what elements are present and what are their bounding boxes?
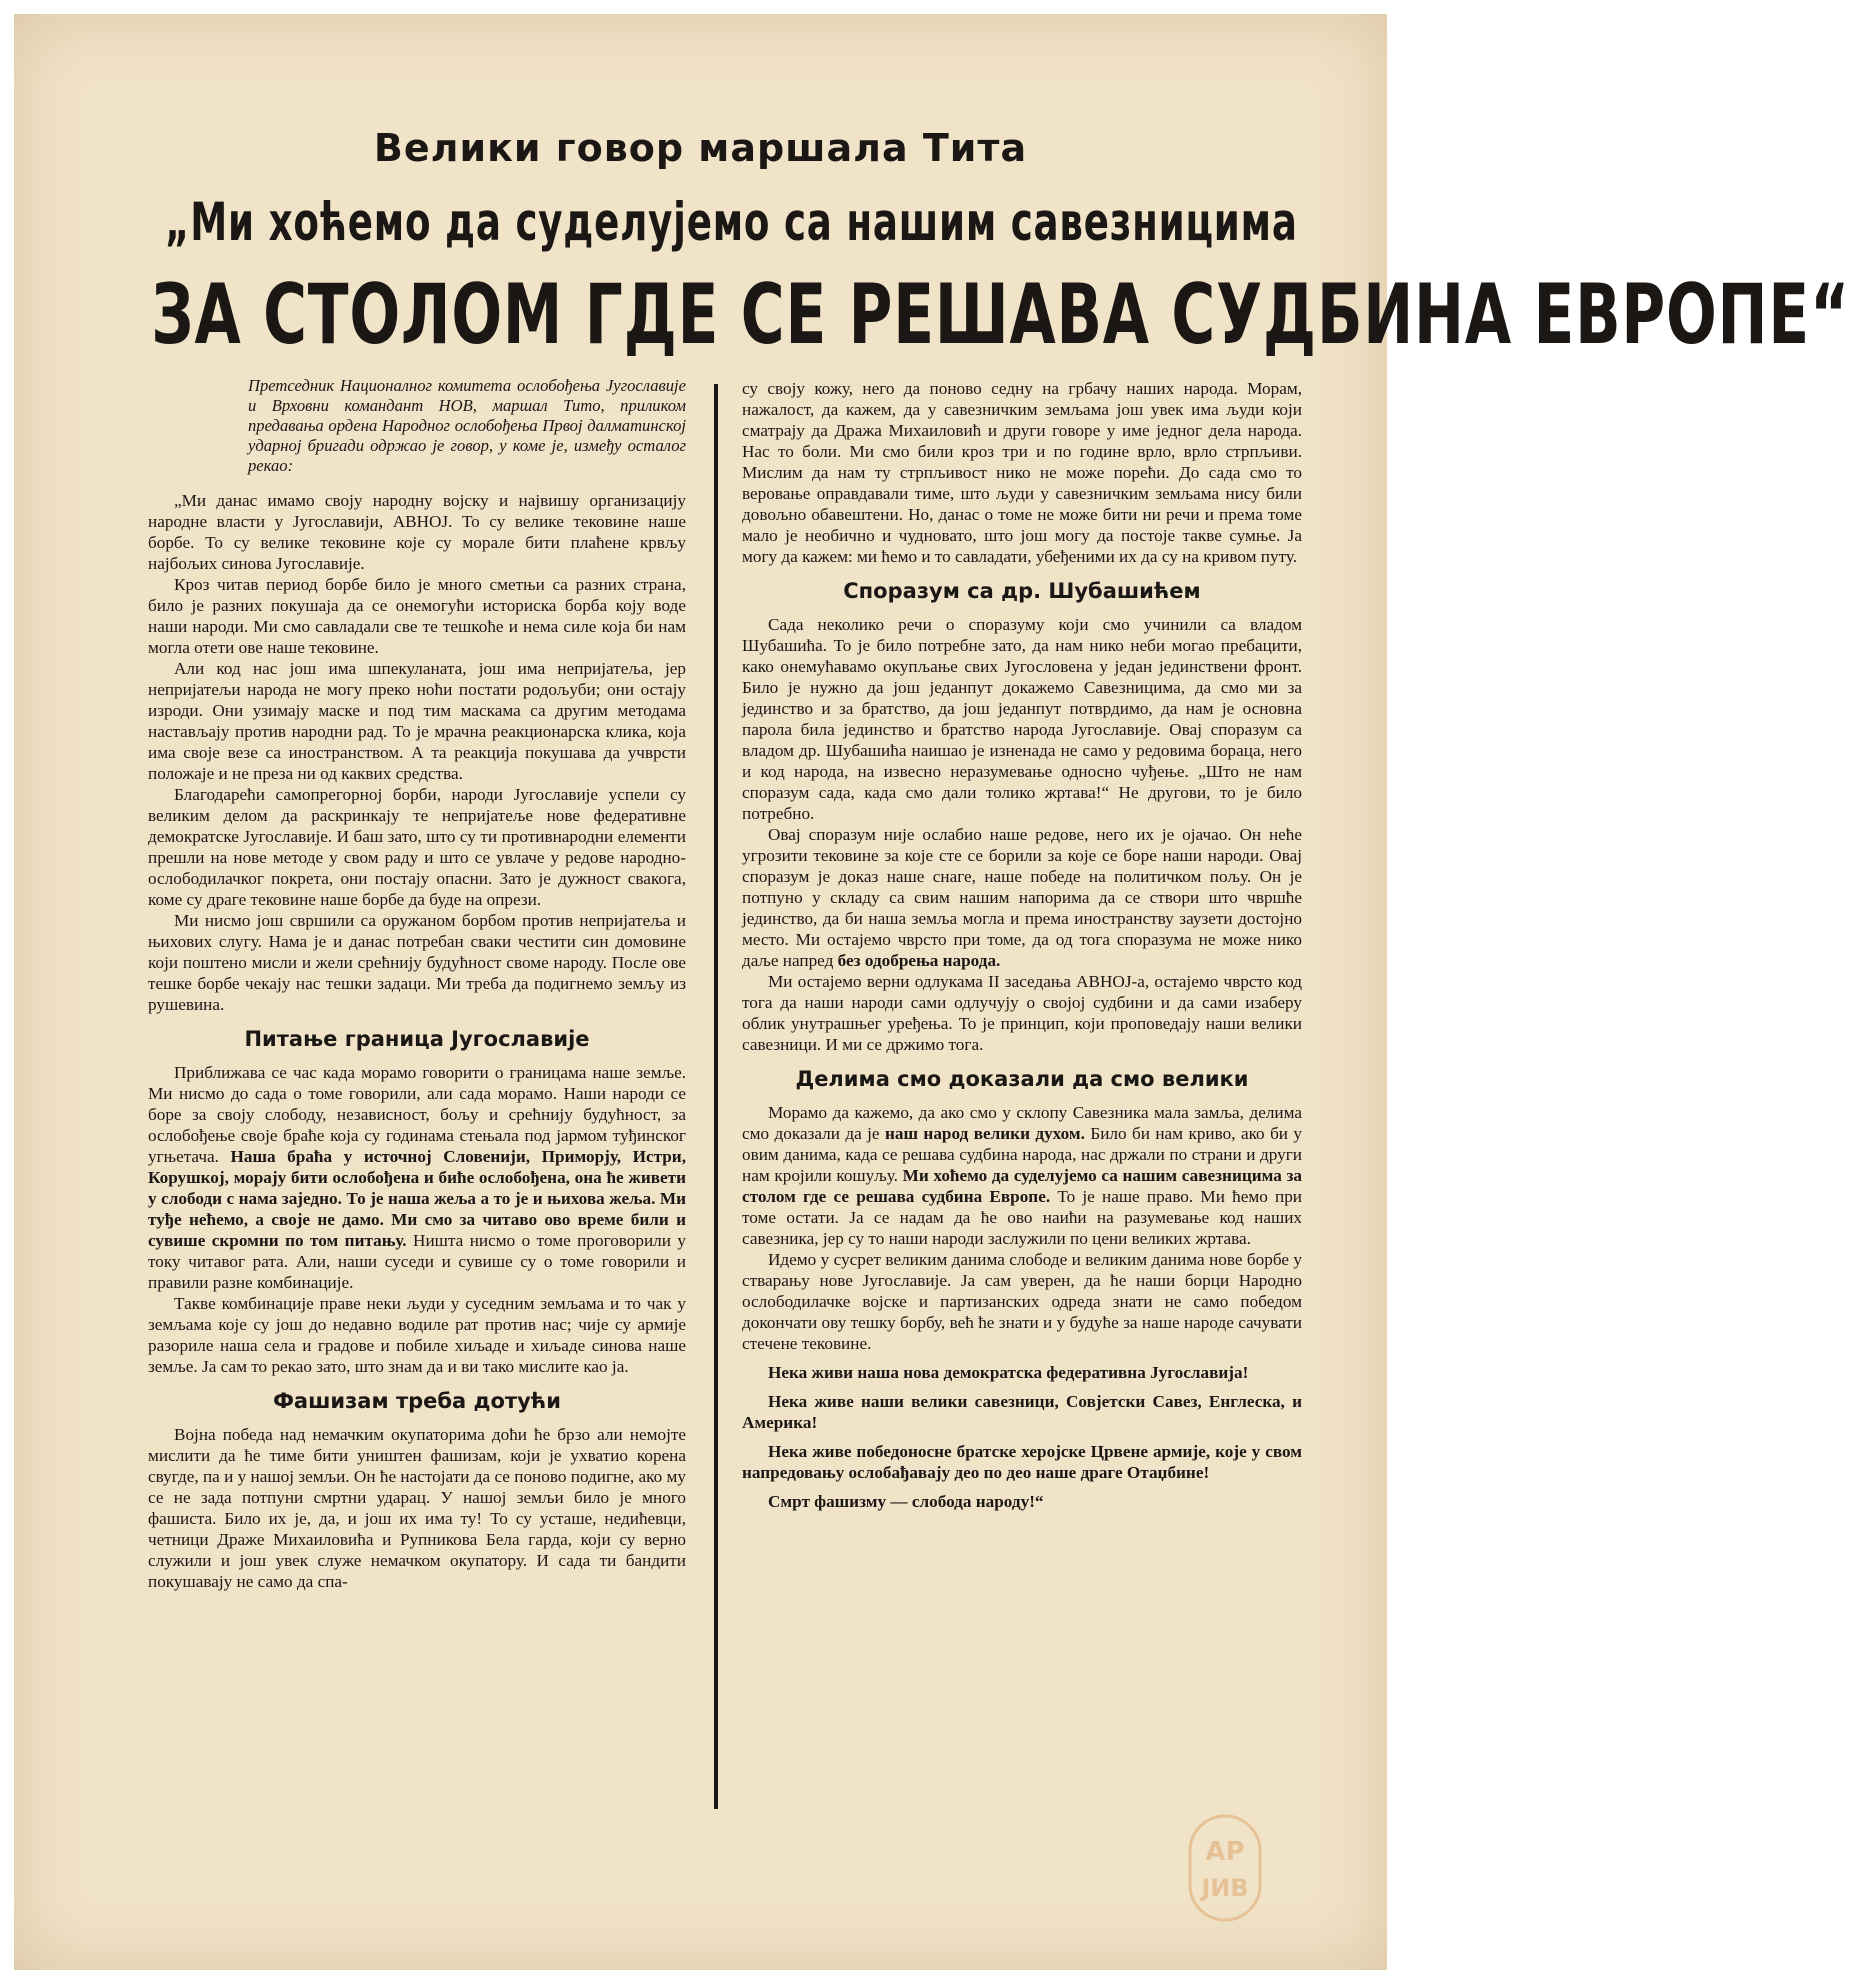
paragraph-text: Било би нам криво, ако би у овим данима, када се решава судбина народа, нас држали по страни и други нам кројили кошуљу. [742, 1124, 1303, 1185]
svg-text:ЈИВ: ЈИВ [1201, 1874, 1249, 1902]
emphasis-text: Ми хоћемо да суделујемо са нашим савезницима за столом где се решава судбина Европе. [742, 1166, 1303, 1206]
section-heading-great: Делима смо доказали да смо велики [795, 1067, 1249, 1091]
paragraph [148, 1062, 686, 1293]
paragraph: су своју кожу, него да поново седну на грбачу наших народа. Морам, нажалост, да кажем, да у савезничким земљама још увек има људи који сматрају да Дража Михаиловић и други говоре у име једног дела народа. Нас то боли. Ми смо били кроз три и по године врло, врло стрпљиви. Мислим да нам ту стрпљивост нико не може порећи. До сада смо то веровање оправдавали тиме, што људи у савезничким земљама нису били довољно обавештени. Но, данас о томе не може бити ни речи и према томе мало је необично и чудновато, што још могу да постоје такве сумње. Ја могу да кажем: ми ћемо и то савладати, убеђеними их да су на кривом путу. [742, 379, 1302, 566]
closing-slogan: Нека живе наши велики савезници, Совјетски Савез, Енглеска, и Америка! [742, 1392, 1302, 1432]
archive-stamp-logo [1184, 1812, 1266, 1924]
paragraph-text: Ништа нисмо о томе проговорили у току читавог рата. Али, наши суседи и сувише су о томе говорили и правили разне комбинације. [148, 1231, 686, 1292]
section-heading-agreement: Споразум са др. Шубашићем [843, 579, 1201, 603]
column-divider [714, 384, 718, 1809]
paragraph: Идемо у сусрет великим данима слободе и великим данима нове борбе у стварању нове Југославије. Ја сам уверен, да ће наши борци Народно ослободилачке војске и партизанских одреда знати не само победом докончати ову тешку борбу, већ ће знати и у будуће за наше народе сачувати стечене тековине. [742, 1250, 1302, 1353]
emphasis-text: наш народ велики духом. [885, 1124, 1085, 1143]
paragraph: Војна победа над немачким окупаторима доћи ће брзо али немојте мислити да ће тиме бити уништен фашизам, који је ухватио корена свугде, па и у нашој земљи. Он ће настојати да се поново подигне, ако му се не зада потпуни смртни ударац. У нашој земљи било је много фашиста. Било их је, да, и још их има ту! То су усташе, недићевци, четници Драже Михаиловића и Рупникова Бела гарда, који су верно служили и још увек служе немачком окупатору. И сада ти бандити покушавају не само да спа- [148, 1425, 686, 1591]
paragraph [742, 1102, 1302, 1249]
left-column [148, 376, 686, 1592]
paragraph: Ми остајемо верни одлукама II заседања АВНОЈ-а, остајемо чврсто код тога да наши народи сами одлучују о својој судбини и да сами изаберу облик унутрашњег уређења. То је принцип, који проповедају наши велики савезници. И ми се држимо тога. [742, 972, 1302, 1054]
paragraph: Такве комбинације праве неки људи у суседним земљама и то чак у земљама које су још до недавно водиле рат против нас; чије су армије разориле наша села и градове и побиле хиљаде и хиљаде синова наше земље. Ја сам то рекао зато, што знам да и ви тако мислите као ја. [148, 1294, 686, 1376]
poster-sheet [14, 14, 1850, 1970]
svg-text:АР: АР [1205, 1837, 1245, 1867]
paragraph-text: Морамо да кажемо, да ако смо у склопу Савезника мала замља, делима смо доказали да је [742, 1103, 1302, 1143]
emphasis-text: Наша браћа у источној Словенији, Приморју, Истри, Корушкој, морају бити ослобођена и биће ослобођена, она ће живети у слободи с нама заједно. То је наша жеља а то је и њихова жеља. Ми туђе нећемо, а своје не дамо. Ми смо за читаво ово време били и сувише скромни по том питању. [148, 1147, 687, 1250]
super-title: Велики говор маршала Тита [373, 126, 1028, 170]
section-heading-fascism: Фашизам треба дотући [273, 1389, 561, 1413]
paragraph: Благодарећи самопрегорној борби, народи Југославије успели су великим делом да раскринкају те непријатеље нове федеративне демократске Југославије. И баш зато, што су ти противнародни елементи прешли на нове методе у свом раду и што се увлаче у редове народно-ослободилачког покрета, они постају опасни. Зато је дужност свакога, коме су драге тековине наше борбе да буде на опрези. [148, 785, 686, 909]
closing-slogan: Смрт фашизму — слобода народу!“ [768, 1492, 1044, 1511]
paragraph: Кроз читав период борбе било је много сметњи са разних страна, било је разних покушаја да се онемогући историска борба коју воде наши народи. Ми смо савладали све те тешкоће и нема силе која би нам могла отети ове наше тековине. [148, 575, 686, 657]
emphasis-text: без одобрења народа. [837, 951, 1001, 970]
closing-slogan: Нека живе победоносне братске херојске Црвене армије, које у свом напредовању ослобађавају део по део наше драге Отаџбине! [742, 1442, 1302, 1482]
section-heading-borders: Питање граница Југославије [244, 1027, 590, 1051]
paragraph: Сада неколико речи о споразуму који смо учинили са владом Шубашића. То је било потребне зато, да нам нико неби могао пребацити, како онемућавамо окупљање свих Југословена у један јединствени фронт. Било је нужно да још једанпут докажемо Савезницима, да смо ми за јединство и за братство, да још једанпут потврдимо, да нам је основна парола била јединство и братство народа Југославије. Овај споразум са владом др. Шубашића наишао је изненада не само у редовима бораца, него и код народа, на извесно неразумевање односно чуђење. „Што не нам споразум сада, када смо дали толико жртава!“ Не другови, то је било потребно. [742, 615, 1302, 823]
paragraph-text: Приближава се час када морамо говорити о границама наше земље. Ми нисмо до сада о томе говорили, али сада морамо. Наши народи се боре за своју слободу, независност, бољу и срећнију будућност, за ослобођење своје браће која су годинама стењала под јармом туђинског угњетача. [148, 1063, 686, 1166]
intro-paragraph: Претседник Националног комитета ослобођења Југославије и Врховни командант НОВ, маршал Тито, приликом предавања ордена Народног ослобођења Првој далматинској ударној бригади одржао је говор, у коме је, између осталог рекао: [248, 376, 686, 475]
paragraph [742, 824, 1302, 971]
paragraph: Али код нас још има шпекуланата, још има непријатеља, јер непријатељи народа не могу преко ноћи постати родољуби; они остају изроди. Они узимају маске и под тим маскама са другим методама настављају против народни рад. То је мрачна реакционарска клика, која има своје везе са иностранством. А та реакција покушава да учврсти положаје и не преза ни од каквих средства. [148, 659, 686, 783]
right-column [742, 378, 1302, 1512]
paragraph-text: Овај споразум није ослабио наше редове, него их је ојачао. Он неће угрозити тековине за које сте се борили за које се боре наши народи. Овај споразум је доказ наше снаге, наше победе на политичком пољу. Он је потпуно у складу са свим нашим напорима да се створи што чвршће јединство, да би наша земља могла и према иностранству заузети достојно место. Ми остајемо чврсто при томе, да од тога споразума не може нико даље напред [742, 825, 1302, 970]
paragraph: Ми нисмо још свршили са оружаном борбом против непријатеља и њихових слугу. Нама је и данас потребан сваки честити син домовине који поштено мисли и жели срећнију будућност своме народу. После ове тешке борбе чекају нас тешки задаци. Ми треба да подигнемо земљу из рушевина. [148, 911, 686, 1014]
paragraph: „Ми данас имамо своју народну војску и највишу организацију народне власти у Југославији, АВНОЈ. То су велике тековине наше борбе. То су велике тековине које су морале бити плаћене крвљу најбољих синова Југославије. [148, 491, 686, 573]
paragraph-text: То је наше право. Ми ћемо при томе остати. Ја се надам да ће ово наићи на разумевање код наших савезника, јер су то наши народи заслужили по цени великих жртава. [742, 1187, 1303, 1248]
headline-line-2: ЗА СТОЛОМ ГДЕ СЕ РЕШАВА СУДБИНА ЕВРОПЕ“ [151, 266, 1850, 363]
closing-slogan: Нека живи наша нова демократска федеративна Југославија! [768, 1363, 1249, 1382]
headline-line-1: „Ми хоћемо да суделујемо са нашим савезницима [165, 192, 1298, 253]
